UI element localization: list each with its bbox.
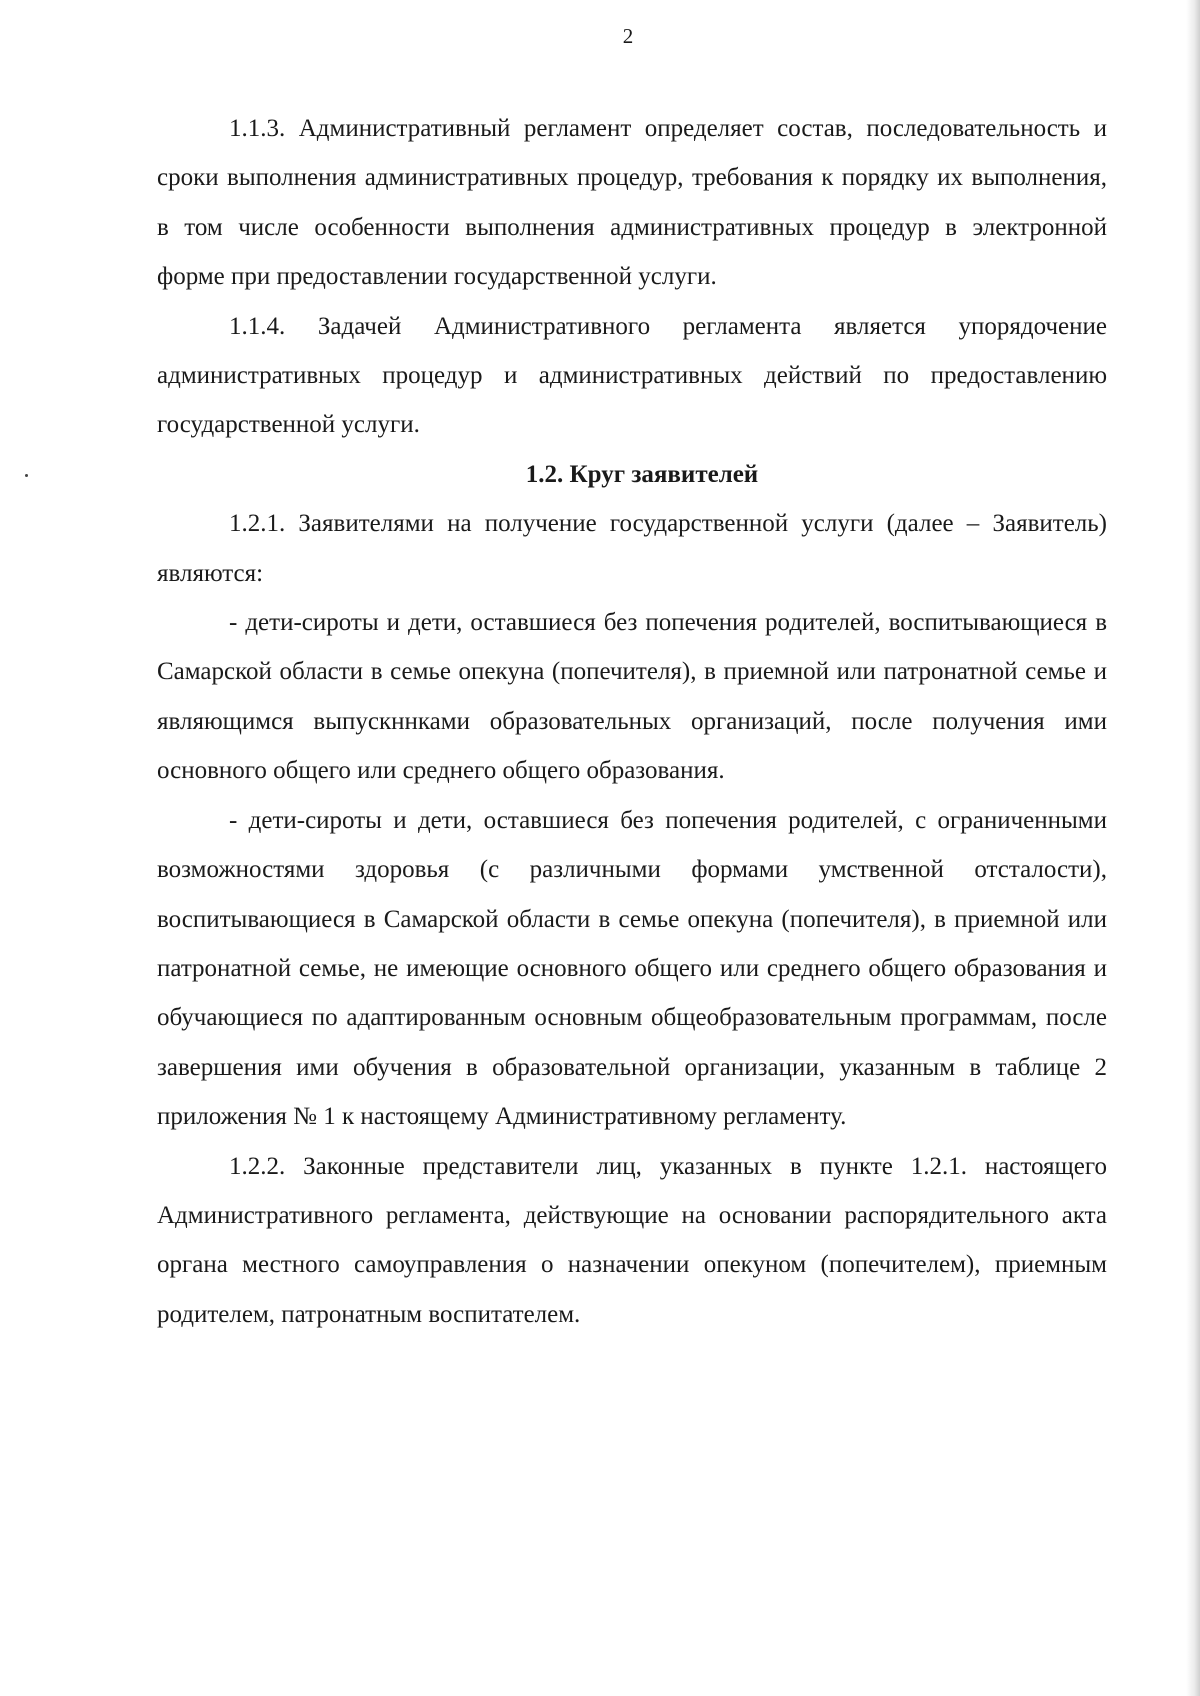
paragraph-1-1-4: 1.1.4. Задачей Административного регламента является упорядочение административных процедур и административных действий по предоставлению государственной услуги. bbox=[157, 312, 1107, 439]
page-number: 2 bbox=[622, 24, 634, 48]
scan-speck bbox=[25, 474, 28, 477]
paragraph-1-1-3: 1.1.3. Административный регламент определяет состав, последовательность и сроки выполнения административных процедур, требования к порядку их выполнения, в том числе особенности выполнения административных процедур в электронной форме при предоставлении государственной услуги. bbox=[157, 115, 1107, 291]
paragraph-1-2-1: 1.2.1. Заявителями на получение государственной услуги (далее – Заявитель) являются: bbox=[157, 510, 1107, 587]
list-item-orphans-graduates: - дети-сироты и дети, оставшиеся без попечения родителей, воспитывающиеся в Самарской области в семье опекуна (попечителя), в приемной или патронатной семье и являющимся выпускннками образовательных организаций, после получения ими основного общего или среднего общего образования. bbox=[157, 609, 1107, 785]
page-edge-shadow bbox=[1186, 0, 1200, 1696]
document-body bbox=[157, 104, 1107, 1339]
section-heading: 1.2. Круг заявителей bbox=[525, 460, 759, 488]
paragraph-1-2-2: 1.2.2. Законные представители лиц, указанных в пункте 1.2.1. настоящего Административного регламента, действующие на основании распорядительного акта органа местного самоуправления о назначении опекуном (попечителем), приемным родителем, патронатным воспитателем. bbox=[157, 1152, 1107, 1328]
list-item-orphans-disabilities: - дети-сироты и дети, оставшиеся без попечения родителей, с ограниченными возможностями здоровья (с различными формами умственной отсталости), воспитывающиеся в Самарской области в семье опекуна (попечителя), в приемной или патронатной семье, не имеющие основного общего или среднего общего образования и обучающиеся по адаптированным основным общеобразовательным программам, после завершения ими обучения в образовательной организации, указанным в таблице 2 приложения № 1 к настоящему Административному регламенту. bbox=[157, 806, 1107, 1131]
